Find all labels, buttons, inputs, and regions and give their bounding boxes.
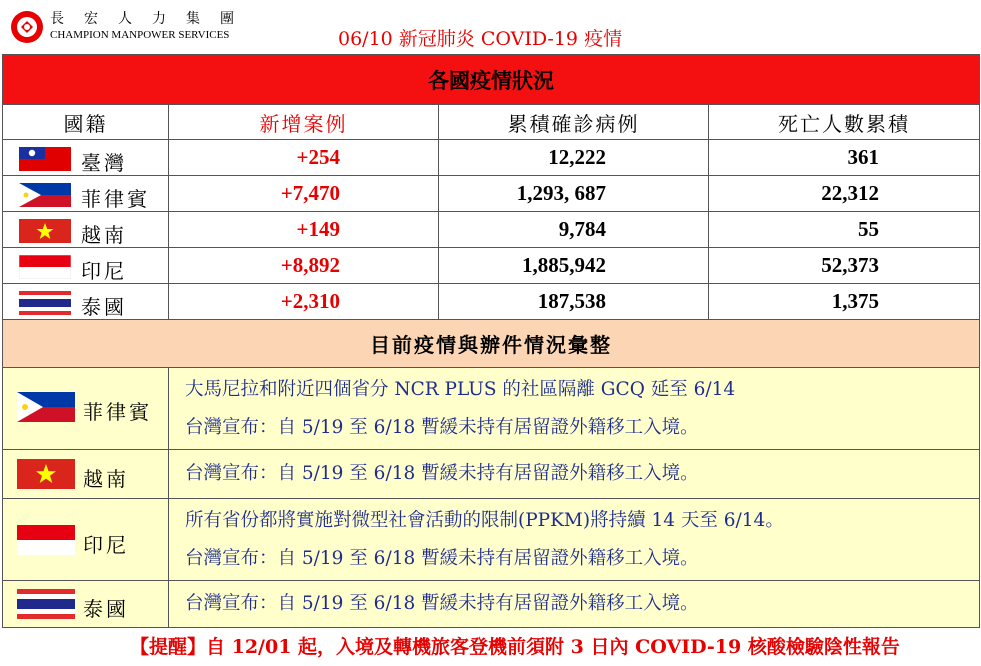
country-name: 泰國	[81, 295, 127, 319]
philippines-flag-icon	[19, 183, 71, 207]
table-row	[3, 248, 980, 284]
situation-text: 台灣宣布：自 5/19 至 6/18 暫緩未持有居留證外籍移工入境。	[185, 416, 699, 438]
indonesia-flag-icon	[19, 255, 71, 279]
col-header-cumulative: 累積確診病例	[439, 105, 709, 140]
country-name: 越南	[81, 223, 127, 247]
document-title: 06/10 新冠肺炎 COVID-19 疫情	[338, 28, 623, 50]
cumulative-cases: 12,222	[439, 140, 709, 176]
indonesia-flag-icon	[17, 525, 75, 555]
country-name: 越南	[83, 467, 129, 491]
taiwan-flag-icon	[19, 147, 71, 171]
new-cases: +254	[169, 140, 439, 176]
country-name: 菲律賓	[81, 187, 150, 211]
philippines-flag-icon	[17, 392, 75, 422]
country-name: 泰國	[83, 597, 129, 621]
situation-text: 大馬尼拉和附近四個省分 NCR PLUS 的社區隔離 GCQ 延至 6/14	[185, 378, 736, 400]
country-name: 印尼	[83, 533, 129, 557]
table-row	[3, 140, 980, 176]
table-row	[3, 176, 980, 212]
situation-text: 台灣宣布：自 5/19 至 6/18 暫緩未持有居留證外籍移工入境。	[185, 593, 699, 614]
country-name: 菲律賓	[83, 400, 152, 424]
reminder-notice: 【提醒】自 12/01 起，入境及轉機旅客登機前須附 3 日內 COVID-19 核酸檢驗陰性報告	[130, 636, 900, 658]
new-cases: +8,892	[169, 248, 439, 284]
company-name-en: CHAMPION MANPOWER SERVICES	[50, 29, 230, 41]
deaths: 361	[709, 140, 980, 176]
table2-title: 目前疫情與辦件情況彙整	[3, 320, 980, 368]
col-header-deaths: 死亡人數累積	[709, 105, 980, 140]
situation-text: 所有省份都將實施對微型社會活動的限制(PPKM)將持續 14 天至 6/14。	[185, 509, 784, 531]
company-name-cn: 長宏人力集團	[50, 11, 254, 27]
thailand-flag-icon	[17, 589, 75, 619]
covid-status-table	[2, 54, 980, 628]
cumulative-cases: 1,885,942	[439, 248, 709, 284]
situation-row	[3, 581, 980, 628]
col-header-new-cases: 新增案例	[169, 105, 439, 140]
situation-text: 台灣宣布：自 5/19 至 6/18 暫緩未持有居留證外籍移工入境。	[185, 463, 699, 484]
situation-text: 台灣宣布：自 5/19 至 6/18 暫緩未持有居留證外籍移工入境。	[185, 547, 699, 569]
country-name: 印尼	[81, 259, 127, 283]
deaths: 22,312	[709, 176, 980, 212]
vietnam-flag-icon	[19, 219, 71, 243]
new-cases: +149	[169, 212, 439, 248]
table-row	[3, 212, 980, 248]
cumulative-cases: 1,293, 687	[439, 176, 709, 212]
table1-title: 各國疫情狀況	[3, 55, 980, 105]
table-row	[3, 284, 980, 320]
country-name: 臺灣	[81, 151, 127, 175]
deaths: 55	[709, 212, 980, 248]
thailand-flag-icon	[19, 291, 71, 315]
new-cases: +2,310	[169, 284, 439, 320]
cumulative-cases: 187,538	[439, 284, 709, 320]
vietnam-flag-icon	[17, 459, 75, 489]
deaths: 1,375	[709, 284, 980, 320]
col-header-country: 國籍	[3, 105, 169, 140]
cumulative-cases: 9,784	[439, 212, 709, 248]
situation-row	[3, 450, 980, 499]
new-cases: +7,470	[169, 176, 439, 212]
situation-row	[3, 499, 980, 581]
company-logo	[10, 10, 44, 44]
deaths: 52,373	[709, 248, 980, 284]
situation-row	[3, 368, 980, 450]
